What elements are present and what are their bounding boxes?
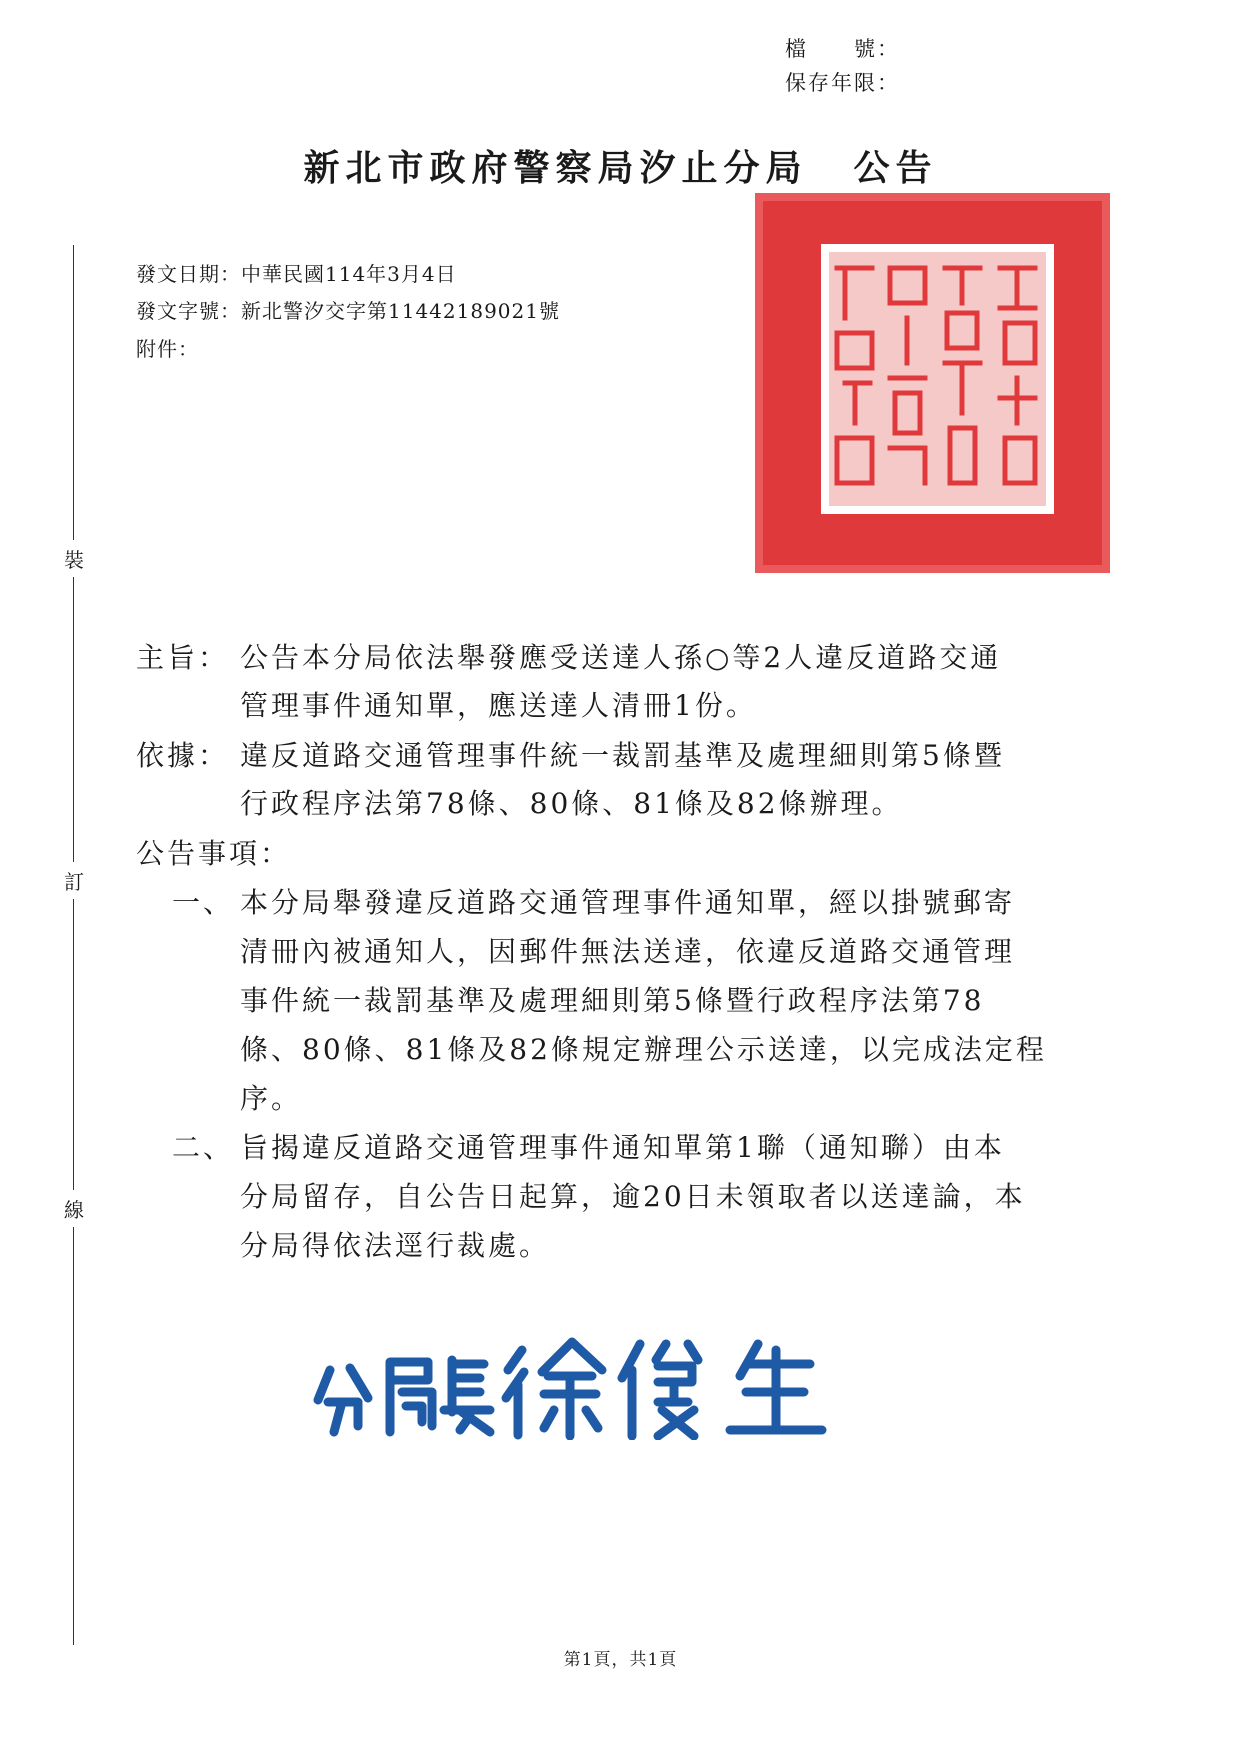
item-line: 分局留存，自公告日起算，逾20日未領取者以送達論，本 [240,1180,1026,1213]
binding-mark-xian: 線 [62,1190,86,1227]
binding-mark-zhuang: 裝 [62,540,86,577]
chief-signature [310,1330,870,1440]
retention-period-label: 保存年限： [785,71,900,95]
item-line: 旨揭違反道路交通管理事件通知單第1聯（通知聯）由本 [240,1131,1005,1164]
subject-line: 公告本分局依法舉發應受送達人孫○等2人違反道路交通 [240,641,1002,674]
file-number-label: 檔 號： [785,37,900,61]
subject-line: 管理事件通知單，應送達人清冊1份。 [240,689,757,722]
basis-line: 違反道路交通管理事件統一裁罰基準及處理細則第5條暨 [240,739,1005,772]
document-type: 公告 [853,147,938,189]
binding-line [73,245,74,1645]
item-line: 事件統一裁罰基準及處理細則第5條暨行政程序法第78 [240,984,985,1017]
item-line: 本分局舉發違反道路交通管理事件通知單，經以掛號郵寄 [240,886,1016,919]
items-heading: 公告事項： [136,837,292,870]
item-line: 分局得依法逕行裁處。 [240,1229,551,1262]
item-line: 清冊內被通知人，因郵件無法送達，依違反道路交通管理 [240,935,1016,968]
official-seal [755,193,1110,573]
subject-label: 主旨： [136,641,230,674]
issue-date: 發文日期：中華民國114年3月4日 [136,262,457,286]
item-marker: 一、 [172,886,235,919]
page-title [0,140,1241,191]
basis-label: 依據： [136,739,230,772]
page-number: 第1頁，共1頁 [563,1650,678,1670]
basis-line: 行政程序法第78條、80條、81條及82條辦理。 [240,787,903,820]
item-line: 序。 [240,1082,303,1115]
issue-number: 發文字號：新北警汐交字第11442189021號 [136,299,560,323]
item-line: 條、80條、81條及82條規定辦理公示送達，以完成法定程 [240,1033,1047,1066]
attachment-label: 附件： [136,337,199,361]
issuing-office: 新北市政府警察局汐止分局 [303,147,808,189]
binding-mark-ding: 訂 [62,862,86,899]
item-marker: 二、 [172,1131,235,1164]
